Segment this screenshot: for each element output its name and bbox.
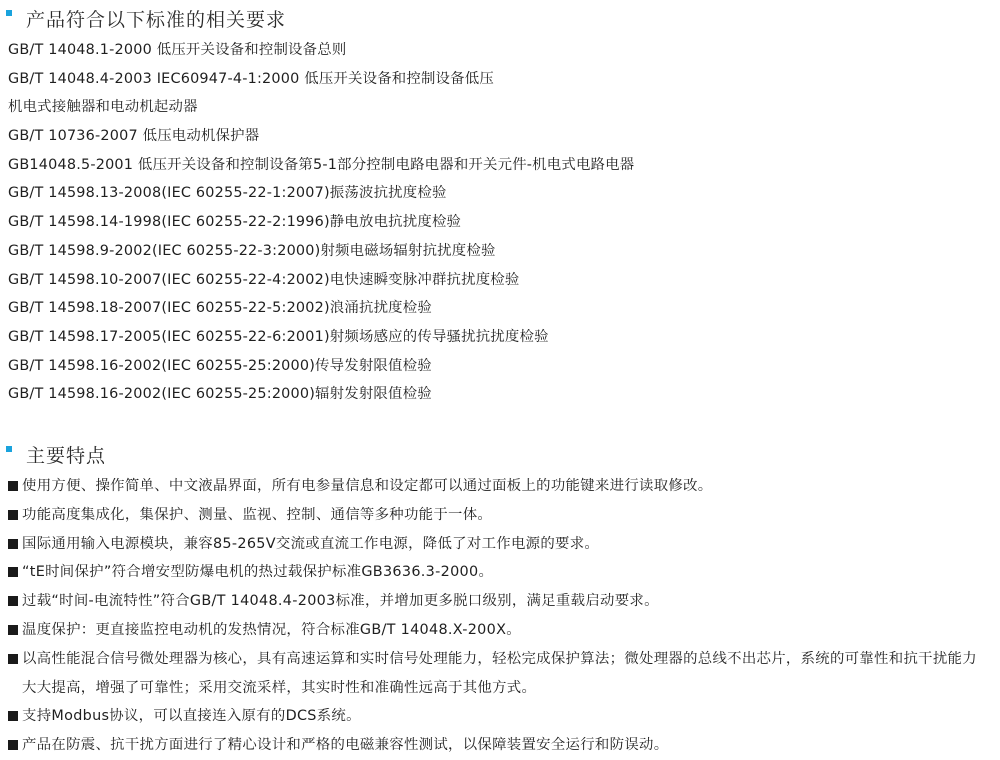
standard-item: GB/T 10736-2007 低压电动机保护器	[8, 128, 260, 145]
standard-item: GB/T 14598.16-2002(IEC 60255-25:2000)辐射发射限值检验	[8, 386, 432, 403]
standard-item: 机电式接触器和电动机起动器	[8, 99, 198, 116]
standard-item: GB14048.5-2001 低压开关设备和控制设备第5-1部分控制电路电器和开关元件-机电式电路电器	[8, 156, 635, 173]
feature-text: 产品在防震、抗干扰方面进行了精心设计和严格的电磁兼容性测试，以保障装置安全运行和防误动。	[22, 737, 669, 754]
standard-item: GB/T 14598.18-2007(IEC 60255-22-5:2002)浪涌抗扰度检验	[8, 300, 432, 317]
feature-item	[0, 616, 1000, 645]
features-heading-text: 主要特点	[26, 444, 107, 467]
feature-text: 功能高度集成化，集保护、测量、监视、控制、通信等多种功能于一体。	[22, 506, 493, 523]
feature-item	[0, 645, 1000, 703]
features-section	[0, 436, 1000, 760]
standard-item: GB/T 14048.1-2000 低压开关设备和控制设备总则	[8, 42, 347, 58]
square-bullet-icon	[8, 654, 18, 664]
feature-item	[0, 731, 1000, 760]
standard-item: GB/T 14598.14-1998(IEC 60255-22-2:1996)静电放电抗扰度检验	[8, 214, 462, 231]
features-list	[0, 472, 1000, 760]
standard-item: GB/T 14598.17-2005(IEC 60255-22-6:2001)射频场感应的传导骚扰抗扰度检验	[8, 328, 549, 345]
standard-item: GB/T 14598.16-2002(IEC 60255-25:2000)传导发射限值检验	[8, 357, 432, 374]
feature-item	[0, 702, 1000, 731]
standard-item: GB/T 14048.4-2003 IEC60947-4-1:2000 低压开关设备和控制设备低压	[8, 70, 494, 87]
standard-item: GB/T 14598.13-2008(IEC 60255-22-1:2007)振荡波抗扰度检验	[8, 185, 447, 202]
feature-text: 国际通用输入电源模块，兼容85-265V交流或直流工作电源，降低了对工作电源的要求。	[22, 535, 600, 552]
square-bullet-icon	[8, 539, 18, 549]
feature-text: “tE时间保护”符合增安型防爆电机的热过载保护标准GB3636.3-2000。	[22, 564, 494, 581]
feature-text: 支持Modbus协议，可以直接连入原有的DCS系统。	[22, 708, 361, 725]
feature-text: 温度保护：更直接监控电动机的发热情况，符合标准GB/T 14048.X-200X。	[22, 621, 521, 638]
feature-item	[0, 472, 1000, 501]
square-bullet-icon	[8, 481, 18, 491]
feature-text: 使用方便、操作简单、中文液晶界面，所有电参量信息和设定都可以通过面板上的功能键来进行读取修改。	[22, 478, 713, 494]
standard-item: GB/T 14598.9-2002(IEC 60255-22-3:2000)射频电磁场辐射抗扰度检验	[8, 242, 496, 259]
feature-item	[0, 501, 1000, 530]
feature-item	[0, 530, 1000, 559]
heading-bullet-icon	[6, 10, 12, 16]
standards-list	[0, 36, 1000, 409]
feature-text: 过载“时间-电流特性”符合GB/T 14048.4-2003标准，并增加更多脱口级别，满足重载启动要求。	[22, 593, 659, 610]
square-bullet-icon	[8, 567, 18, 577]
standards-heading	[0, 0, 1000, 36]
square-bullet-icon	[8, 596, 18, 606]
square-bullet-icon	[8, 711, 18, 721]
standards-heading-text: 产品符合以下标准的相关要求	[26, 8, 287, 31]
feature-text: 以高性能混合信号微处理器为核心，具有高速运算和实时信号处理能力，轻松完成保护算法；微处理器的总线不出芯片，系统的可靠性和抗干扰能力大大提高，增强了可靠性；采用交流采样，其实时性和准确性远高于其他方式。	[22, 650, 977, 696]
features-heading	[0, 436, 1000, 472]
heading-bullet-icon	[6, 446, 12, 452]
square-bullet-icon	[8, 510, 18, 520]
square-bullet-icon	[8, 740, 18, 750]
standard-item: GB/T 14598.10-2007(IEC 60255-22-4:2002)电快速瞬变脉冲群抗扰度检验	[8, 271, 520, 288]
feature-item	[0, 587, 1000, 616]
feature-item	[0, 558, 1000, 587]
square-bullet-icon	[8, 625, 18, 635]
